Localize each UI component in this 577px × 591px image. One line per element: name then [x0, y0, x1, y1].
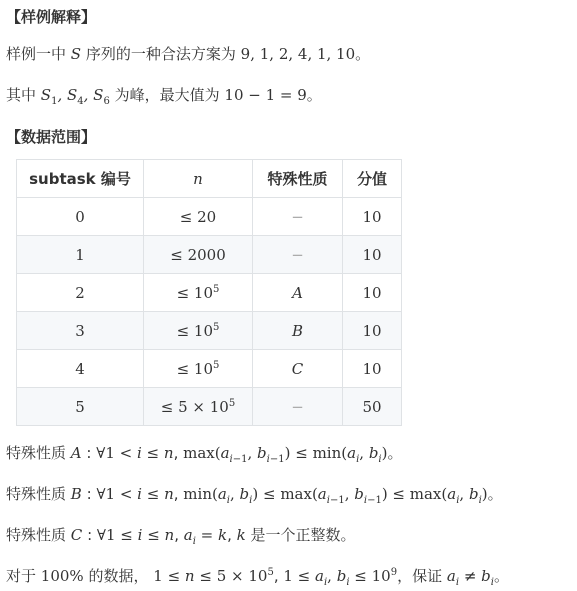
- cell-subtask: 4: [17, 350, 144, 388]
- table-row: [17, 388, 402, 426]
- table-header-row: [17, 160, 402, 198]
- property-a-line: 特殊性质 A : ∀1 < i ≤ n, $\max(a_{i-1}$, $b_{i-1}) \le \min(a_i$, $b_i$)。: [6, 444, 403, 465]
- cell-property: B: [253, 312, 343, 350]
- sample-explanation-heading: 【样例解释】: [6, 8, 97, 26]
- cell-subtask: 5: [17, 388, 144, 426]
- cell-n: ≤ $10^5$: [144, 312, 253, 350]
- cell-score: 10: [343, 198, 402, 236]
- cell-score: 10: [343, 236, 402, 274]
- cell-n: ≤ $5 \times 10^5$: [144, 388, 253, 426]
- cell-subtask: 3: [17, 312, 144, 350]
- data-guarantee-line: 对于 100% 的数据， $1 \le n \le 5 \times 10^5$, $1 \le a_i$, $b_i \le 10^9$，保证 $a_i \ne b_i$。: [6, 567, 509, 588]
- header-property: 特殊性质: [253, 160, 343, 198]
- cell-score: 50: [343, 388, 402, 426]
- cell-subtask: 2: [17, 274, 144, 312]
- cell-n: ≤ 20: [144, 198, 253, 236]
- table-row: [17, 274, 402, 312]
- table-row: [17, 236, 402, 274]
- table-row: [17, 312, 402, 350]
- cell-property: −: [253, 198, 343, 236]
- table-row: [17, 198, 402, 236]
- cell-property: −: [253, 236, 343, 274]
- property-b-line: 特殊性质 B : ∀1 < i ≤ n, $\min(a_i$, $b_i) \le \max(a_{i-1}$, $b_{i-1}) \le \max(a_i$, $b_i$)。: [6, 485, 503, 506]
- property-c-line: 特殊性质 C : ∀1 ≤ i ≤ n, $a_i = k$, k 是一个正整数。: [6, 526, 356, 547]
- cell-n: ≤ $10^5$: [144, 350, 253, 388]
- cell-score: 10: [343, 312, 402, 350]
- cell-property: C: [253, 350, 343, 388]
- cell-n: ≤ 2000: [144, 236, 253, 274]
- cell-property: A: [253, 274, 343, 312]
- cell-score: 10: [343, 274, 402, 312]
- data-range-heading: 【数据范围】: [6, 128, 97, 146]
- cell-score: 10: [343, 350, 402, 388]
- header-subtask: subtask 编号: [17, 160, 144, 198]
- subtask-table: [16, 159, 402, 426]
- cell-subtask: 1: [17, 236, 144, 274]
- table-row: [17, 350, 402, 388]
- cell-property: −: [253, 388, 343, 426]
- cell-subtask: 0: [17, 198, 144, 236]
- header-score: 分值: [343, 160, 402, 198]
- sample-explanation-line-1: 样例一中 S 序列的一种合法方案为 9, 1, 2, 4, 1, 10。: [6, 45, 371, 63]
- header-n: n: [144, 160, 253, 198]
- cell-n: ≤ $10^5$: [144, 274, 253, 312]
- sample-explanation-line-2: 其中 $S_1$, $S_4$, $S_6$ 为峰，最大值为 10 − 1 = 9。: [6, 86, 322, 107]
